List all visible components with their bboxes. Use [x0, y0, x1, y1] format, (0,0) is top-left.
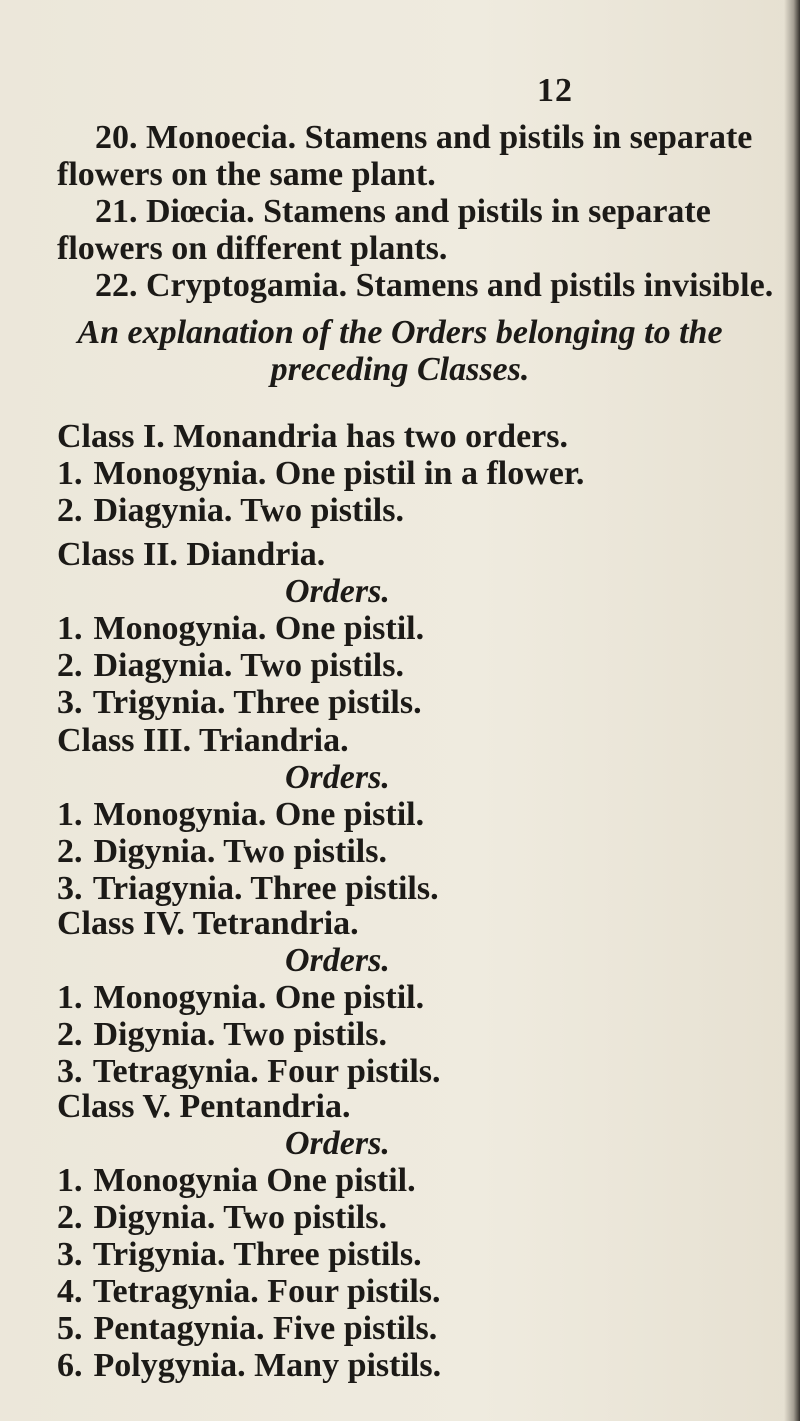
order-number: 2.: [57, 647, 83, 684]
order-item: [57, 1016, 777, 1053]
order-number: 2.: [57, 1016, 83, 1053]
order-number: 1.: [57, 455, 83, 492]
class-3-section: [57, 722, 777, 907]
order-item: [57, 796, 777, 833]
order-number: 3.: [57, 1236, 83, 1273]
order-item: [57, 492, 777, 529]
order-text: Monogynia. One pistil.: [93, 796, 425, 833]
order-number: 2.: [57, 1199, 83, 1236]
order-text: Monogynia. One pistil.: [93, 979, 425, 1016]
class-20-line-1: 20. Monoecia. Stamens and pistils in separate: [95, 119, 753, 156]
order-text: Trigynia. Three pistils.: [92, 1236, 422, 1273]
class-list-continued: [57, 119, 777, 304]
order-text: Diagynia. Two pistils.: [93, 647, 404, 684]
order-item: [57, 1347, 777, 1384]
class-22-line: 22. Cryptogamia. Stamens and pistils invisible.: [95, 267, 774, 304]
orders-label: Orders.: [285, 573, 390, 610]
order-item: [57, 870, 777, 907]
orders-label: Orders.: [285, 942, 390, 979]
order-number: 3.: [57, 870, 83, 907]
section-heading-line-2: preceding Classes.: [270, 351, 530, 388]
order-number: 1.: [57, 1162, 83, 1199]
class-1-section: [57, 418, 777, 529]
class-2-section: [57, 536, 777, 721]
class-21-line-1: 21. Diœcia. Stamens and pistils in separate: [95, 193, 711, 230]
order-text: Polygynia. Many pistils.: [93, 1347, 442, 1384]
order-text: Tetragynia. Four pistils.: [92, 1273, 441, 1310]
order-text: Digynia. Two pistils.: [93, 833, 387, 870]
order-item: [57, 647, 777, 684]
order-text: Triagynia. Three pistils.: [92, 870, 439, 907]
order-item: [57, 610, 777, 647]
order-item: [57, 1310, 777, 1347]
class-5-section: [57, 1088, 777, 1384]
order-number: 4.: [57, 1273, 83, 1310]
order-number: 1.: [57, 796, 83, 833]
order-text: Digynia. Two pistils.: [93, 1016, 387, 1053]
class-3-title: Class III. Triandria.: [57, 722, 349, 759]
class-1-title: Class I. Monandria has two orders.: [57, 418, 568, 455]
order-number: 6.: [57, 1347, 83, 1384]
order-number: 2.: [57, 833, 83, 870]
order-item: [57, 1162, 777, 1199]
order-number: 1.: [57, 610, 83, 647]
section-heading-line-1: An explanation of the Orders belonging to the: [77, 314, 723, 351]
class-4-section: [57, 905, 777, 1090]
class-5-title: Class V. Pentandria.: [57, 1088, 351, 1125]
order-text: Trigynia. Three pistils.: [92, 684, 422, 721]
order-text: Monogynia. One pistil in a flower.: [93, 455, 585, 492]
order-number: 5.: [57, 1310, 83, 1347]
order-item: [57, 979, 777, 1016]
order-item: [57, 1053, 777, 1090]
page-edge-shadow: [784, 0, 800, 1421]
order-text: Monogynia One pistil.: [93, 1162, 416, 1199]
order-item: [57, 455, 777, 492]
page-number: 12: [537, 72, 573, 109]
order-text: Diagynia. Two pistils.: [93, 492, 404, 529]
class-21-line-2: flowers on different plants.: [57, 230, 448, 267]
order-text: Monogynia. One pistil.: [93, 610, 425, 647]
order-text: Digynia. Two pistils.: [93, 1199, 387, 1236]
orders-label: Orders.: [285, 1125, 390, 1162]
order-item: [57, 1236, 777, 1273]
class-2-title: Class II. Diandria.: [57, 536, 326, 573]
order-number: 3.: [57, 684, 83, 721]
order-item: [57, 833, 777, 870]
order-item: [57, 684, 777, 721]
order-number: 3.: [57, 1053, 83, 1090]
class-20-line-2: flowers on the same plant.: [57, 156, 436, 193]
order-number: 1.: [57, 979, 83, 1016]
class-4-title: Class IV. Tetrandria.: [57, 905, 359, 942]
order-item: [57, 1273, 777, 1310]
order-text: Tetragynia. Four pistils.: [92, 1053, 441, 1090]
order-number: 2.: [57, 492, 83, 529]
order-item: [57, 1199, 777, 1236]
orders-label: Orders.: [285, 759, 390, 796]
order-text: Pentagynia. Five pistils.: [93, 1310, 438, 1347]
